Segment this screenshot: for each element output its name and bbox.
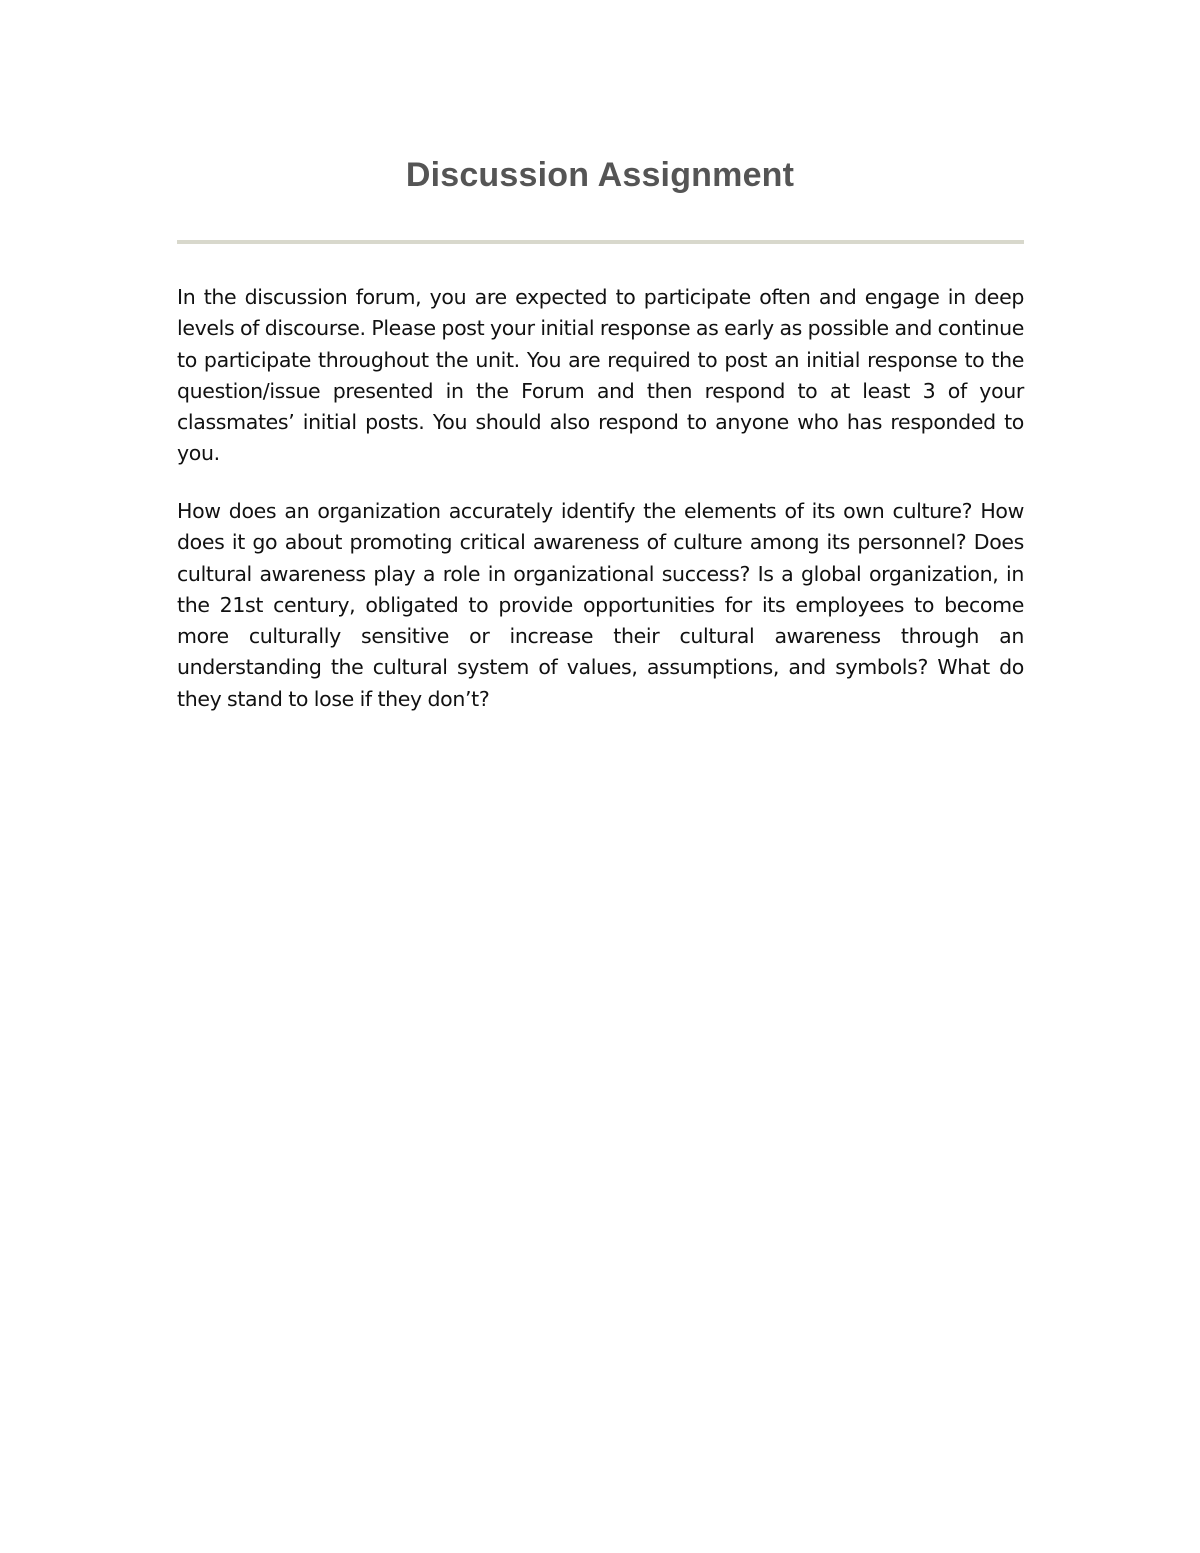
instructions-paragraph: In the discussion forum, you are expected to participate often and engage in deep levels of discourse. Please post your initial response as early as possible and continue to participate throughout the unit. You are required to post an initial response to the question/issue presented in the Forum and then respond to at least 3 of your classmates’ initial posts. You should also respond to anyone who has responded to you. (177, 285, 1024, 466)
discussion-questions-paragraph: How does an organization accurately identify the elements of its own culture? How does it go about promoting critical awareness of culture among its personnel? Does cultural awareness play a role in organizational success? Is a global organization, in the 21st century, obligated to provide opportunities for its employees to become more culturally sensitive or increase their cultural awareness through an understanding the cultural system of values, assumptions, and symbols? What do they stand to lose if they don’t? (177, 499, 1024, 711)
page-title: Discussion Assignment (405, 156, 795, 194)
title-divider (177, 240, 1024, 244)
